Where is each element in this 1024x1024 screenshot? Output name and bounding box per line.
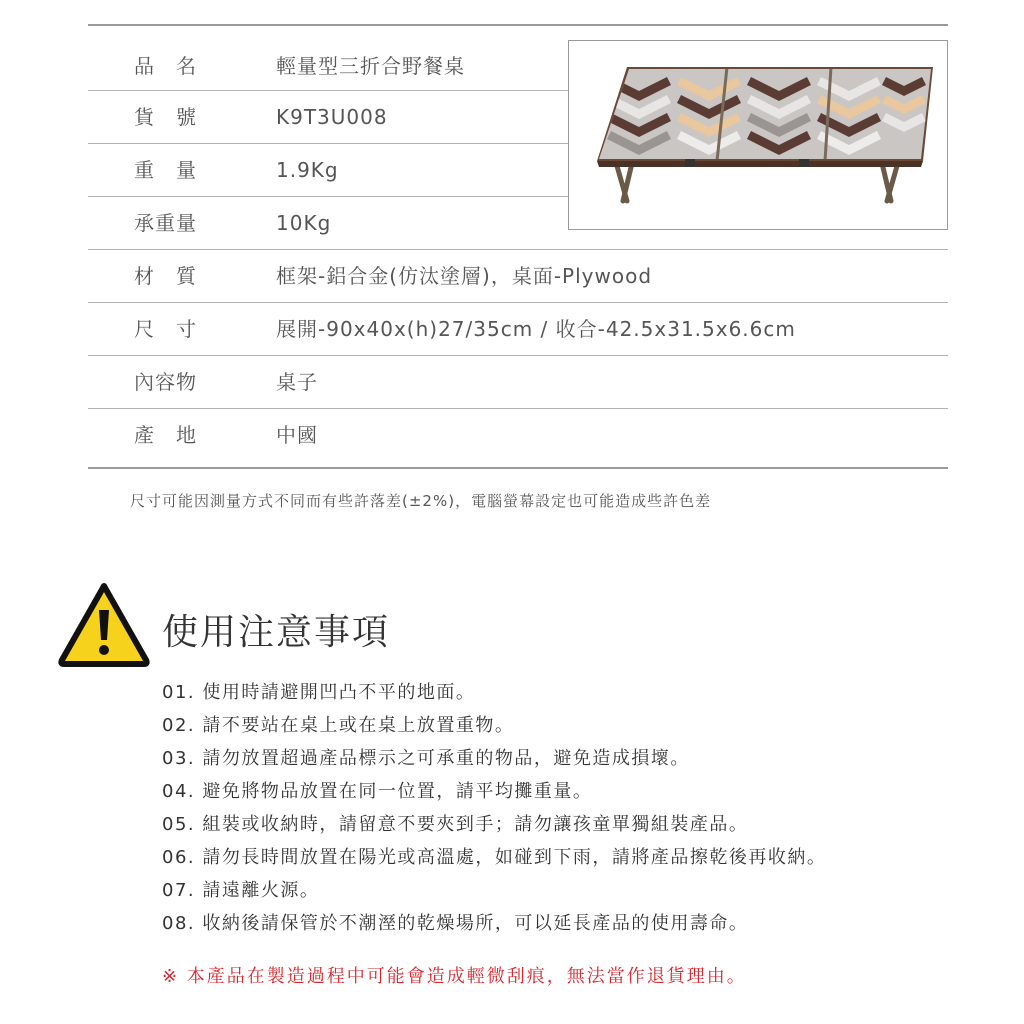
disclaimer-text: ※ 本產品在製造過程中可能會造成輕微刮痕，無法當作退貨理由。 — [162, 966, 747, 987]
spec-value: K9T3U008 — [276, 105, 388, 129]
caution-item: 07. 請遠離火源。 — [162, 880, 320, 901]
spec-value: 中國 — [276, 423, 318, 447]
caution-item: 05. 組裝或收納時，請留意不要夾到手；請勿讓孩童單獨組裝產品。 — [162, 814, 749, 835]
spec-row-origin — [88, 409, 948, 469]
caution-item: 06. 請勿長時間放置在陽光或高溫處，如碰到下雨，請將產品擦乾後再收納。 — [162, 847, 827, 868]
spec-value: 桌子 — [276, 370, 318, 394]
measurement-note: 尺寸可能因測量方式不同而有些許落差(±2%)，電腦螢幕設定也可能造成些許色差 — [130, 492, 712, 510]
caution-title: 使用注意事項 — [162, 612, 391, 653]
folding-table-illustration — [569, 41, 947, 229]
caution-item: 04. 避免將物品放置在同一位置，請平均攤重量。 — [162, 781, 593, 802]
spec-value: 輕量型三折合野餐桌 — [276, 54, 465, 78]
spec-label: 尺 寸 — [134, 317, 197, 341]
spec-label: 品 名 — [134, 54, 197, 78]
spec-value: 展開-90x40x(h)27/35cm / 收合-42.5x31.5x6.6cm — [276, 317, 796, 341]
caution-list — [162, 676, 826, 940]
spec-label: 材 質 — [134, 264, 197, 288]
spec-label: 產 地 — [134, 423, 197, 447]
spec-label: 重 量 — [134, 158, 197, 182]
caution-item: 02. 請不要站在桌上或在桌上放置重物。 — [162, 715, 515, 736]
spec-label: 承重量 — [134, 211, 197, 235]
spec-label: 內容物 — [134, 370, 197, 394]
caution-item: 01. 使用時請避開凹凸不平的地面。 — [162, 682, 476, 703]
spec-label: 貨 號 — [134, 105, 197, 129]
spec-value: 1.9Kg — [276, 158, 339, 182]
caution-item: 08. 收納後請保管於不潮溼的乾燥場所，可以延長產品的使用壽命。 — [162, 913, 749, 934]
product-image — [568, 40, 948, 230]
spec-row-material — [88, 250, 948, 303]
caution-item: 03. 請勿放置超過產品標示之可承重的物品，避免造成損壞。 — [162, 748, 690, 769]
spec-value: 10Kg — [276, 211, 332, 235]
spec-row-contents — [88, 356, 948, 409]
spec-value: 框架-鋁合金(仿汰塗層)，桌面-Plywood — [276, 264, 653, 288]
warning-triangle-icon — [56, 580, 152, 668]
spec-row-size — [88, 303, 948, 356]
